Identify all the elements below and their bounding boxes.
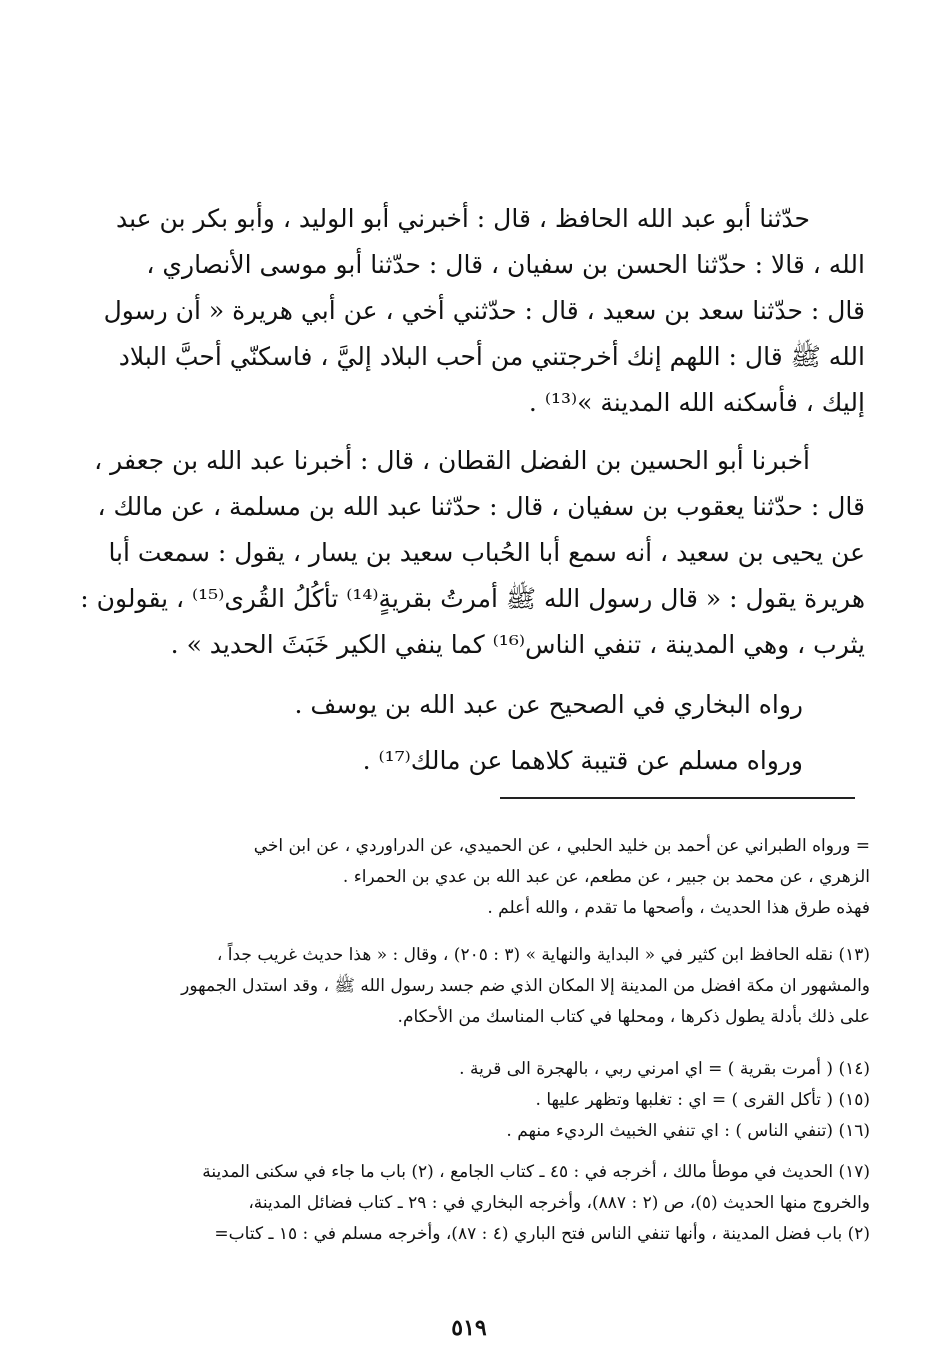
text-line: يثرب ، وهي المدينة ، تنفي الناس⁽¹⁶⁾ كما ينفي الكير خَبَثَ الحديد » .: [170, 630, 865, 659]
text-line: عن يحيى بن سعيد ، أنه سمع أبا الحُباب سعيد بن يسار ، يقول : سمعت أبا: [108, 538, 865, 567]
narration-bukhari: رواه البخاري في الصحيح عن عبد الله بن يوسف .: [294, 690, 803, 719]
footnote-17: [115, 1157, 870, 1250]
footnote-line: (١٤) ( أمرت بقرية ) = اي امرني ربي ، بالهجرة الى قرية .: [459, 1059, 870, 1079]
footnote-line: (١٥) ( تأكل القرى ) = اي : تغلبها وتظهر عليها .: [535, 1090, 870, 1110]
text-line: قال : حدّثنا يعقوب بن سفيان ، قال : حدّثنا عبد الله بن مسلمة ، عن مالك ،: [97, 492, 865, 521]
footnote-line: (٢) باب فضل المدينة ، وأنها تنفي الناس فتح الباري (٤ : ٨٧)، وأخرجه مسلم في : ١٥ ـ كتاب=: [214, 1224, 870, 1244]
footnote-line: (١٦) (تنفي الناس ) : اي تنفي الخبيث الرديء منهم .: [506, 1121, 870, 1141]
hadith-paragraph-2: [80, 438, 865, 668]
footnote-line: والمشهور ان مكة افضل من المدينة إلا المكان الذي ضم جسد رسول الله ﷺ ، وقد استدل الجمهور: [181, 976, 870, 996]
hadith-paragraph-1: [103, 196, 865, 426]
text-line: أخبرنا أبو الحسين بن الفضل القطان ، قال : أخبرنا عبد الله بن جعفر ،: [94, 446, 810, 475]
narration-muslim: ورواه مسلم عن قتيبة كلاهما عن مالك⁽¹⁷⁾ .: [362, 746, 803, 775]
text-line: الله ، قالا : حدّثنا الحسن بن سفيان ، قال : حدّثنا أبو موسى الأنصاري ،: [146, 250, 865, 279]
footnote-line: (١٣) نقله الحافظ ابن كثير في « البداية والنهاية » (٣ : ٢٠٥) ، وقال : « هذا حديث غريب جداً ،: [216, 945, 870, 965]
footnote-13: [115, 940, 870, 1033]
page-number: ٥١٩: [451, 1315, 487, 1341]
footnote-line: الزهري ، عن محمد بن جبير ، عن مطعم، عن عبد الله بن عدي بن الحمراء .: [342, 867, 870, 887]
footnote-line: = ورواه الطبراني عن أحمد بن خليد الحلبي ، عن الحميدي، عن الدراوردي ، عن ابن اخي: [253, 836, 870, 856]
footnote-continuation: [115, 831, 870, 924]
footnote-line: والخروج منها الحديث (٥)، ص (٢ : ٨٨٧)، وأخرجه البخاري في : ٢٩ ـ كتاب فضائل المدينة،: [248, 1193, 870, 1213]
footnote-line: على ذلك بأدلة يطول ذكرها ، ومحلها في كتاب المناسك من الأحكام.: [397, 1007, 870, 1027]
text-line: حدّثنا أبو عبد الله الحافظ ، قال : أخبرني أبو الوليد ، وأبو بكر بن عبد: [116, 204, 810, 233]
footnote-line: (١٧) الحديث في موطأ مالك ، أخرجه في : ٤٥ ـ كتاب الجامع ، (٢) باب ما جاء في سكنى المدينة: [202, 1162, 870, 1182]
text-line: هريرة يقول : « قال رسول الله ﷺ أمرتُ بقريةٍ⁽¹⁴⁾ تأكُلُ القُرى⁽¹⁵⁾ ، يقولون :: [80, 584, 865, 613]
footnotes-14-16: [115, 1054, 870, 1147]
footnote-line: فهذه طرق هذا الحديث ، وأصحها ما تقدم ، والله أعلم .: [487, 898, 870, 918]
text-line: قال : حدّثنا سعد بن سعيد ، قال : حدّثني أخي ، عن أبي هريرة « أن رسول: [103, 296, 865, 325]
text-line: إليك ، فأسكنه الله المدينة »⁽¹³⁾ .: [528, 388, 865, 417]
text-line: الله ﷺ قال : اللهم إنك أخرجتني من أحب البلاد إليَّ ، فاسكنّي أحبَّ البلاد: [118, 342, 865, 371]
footnote-separator: [500, 797, 855, 799]
